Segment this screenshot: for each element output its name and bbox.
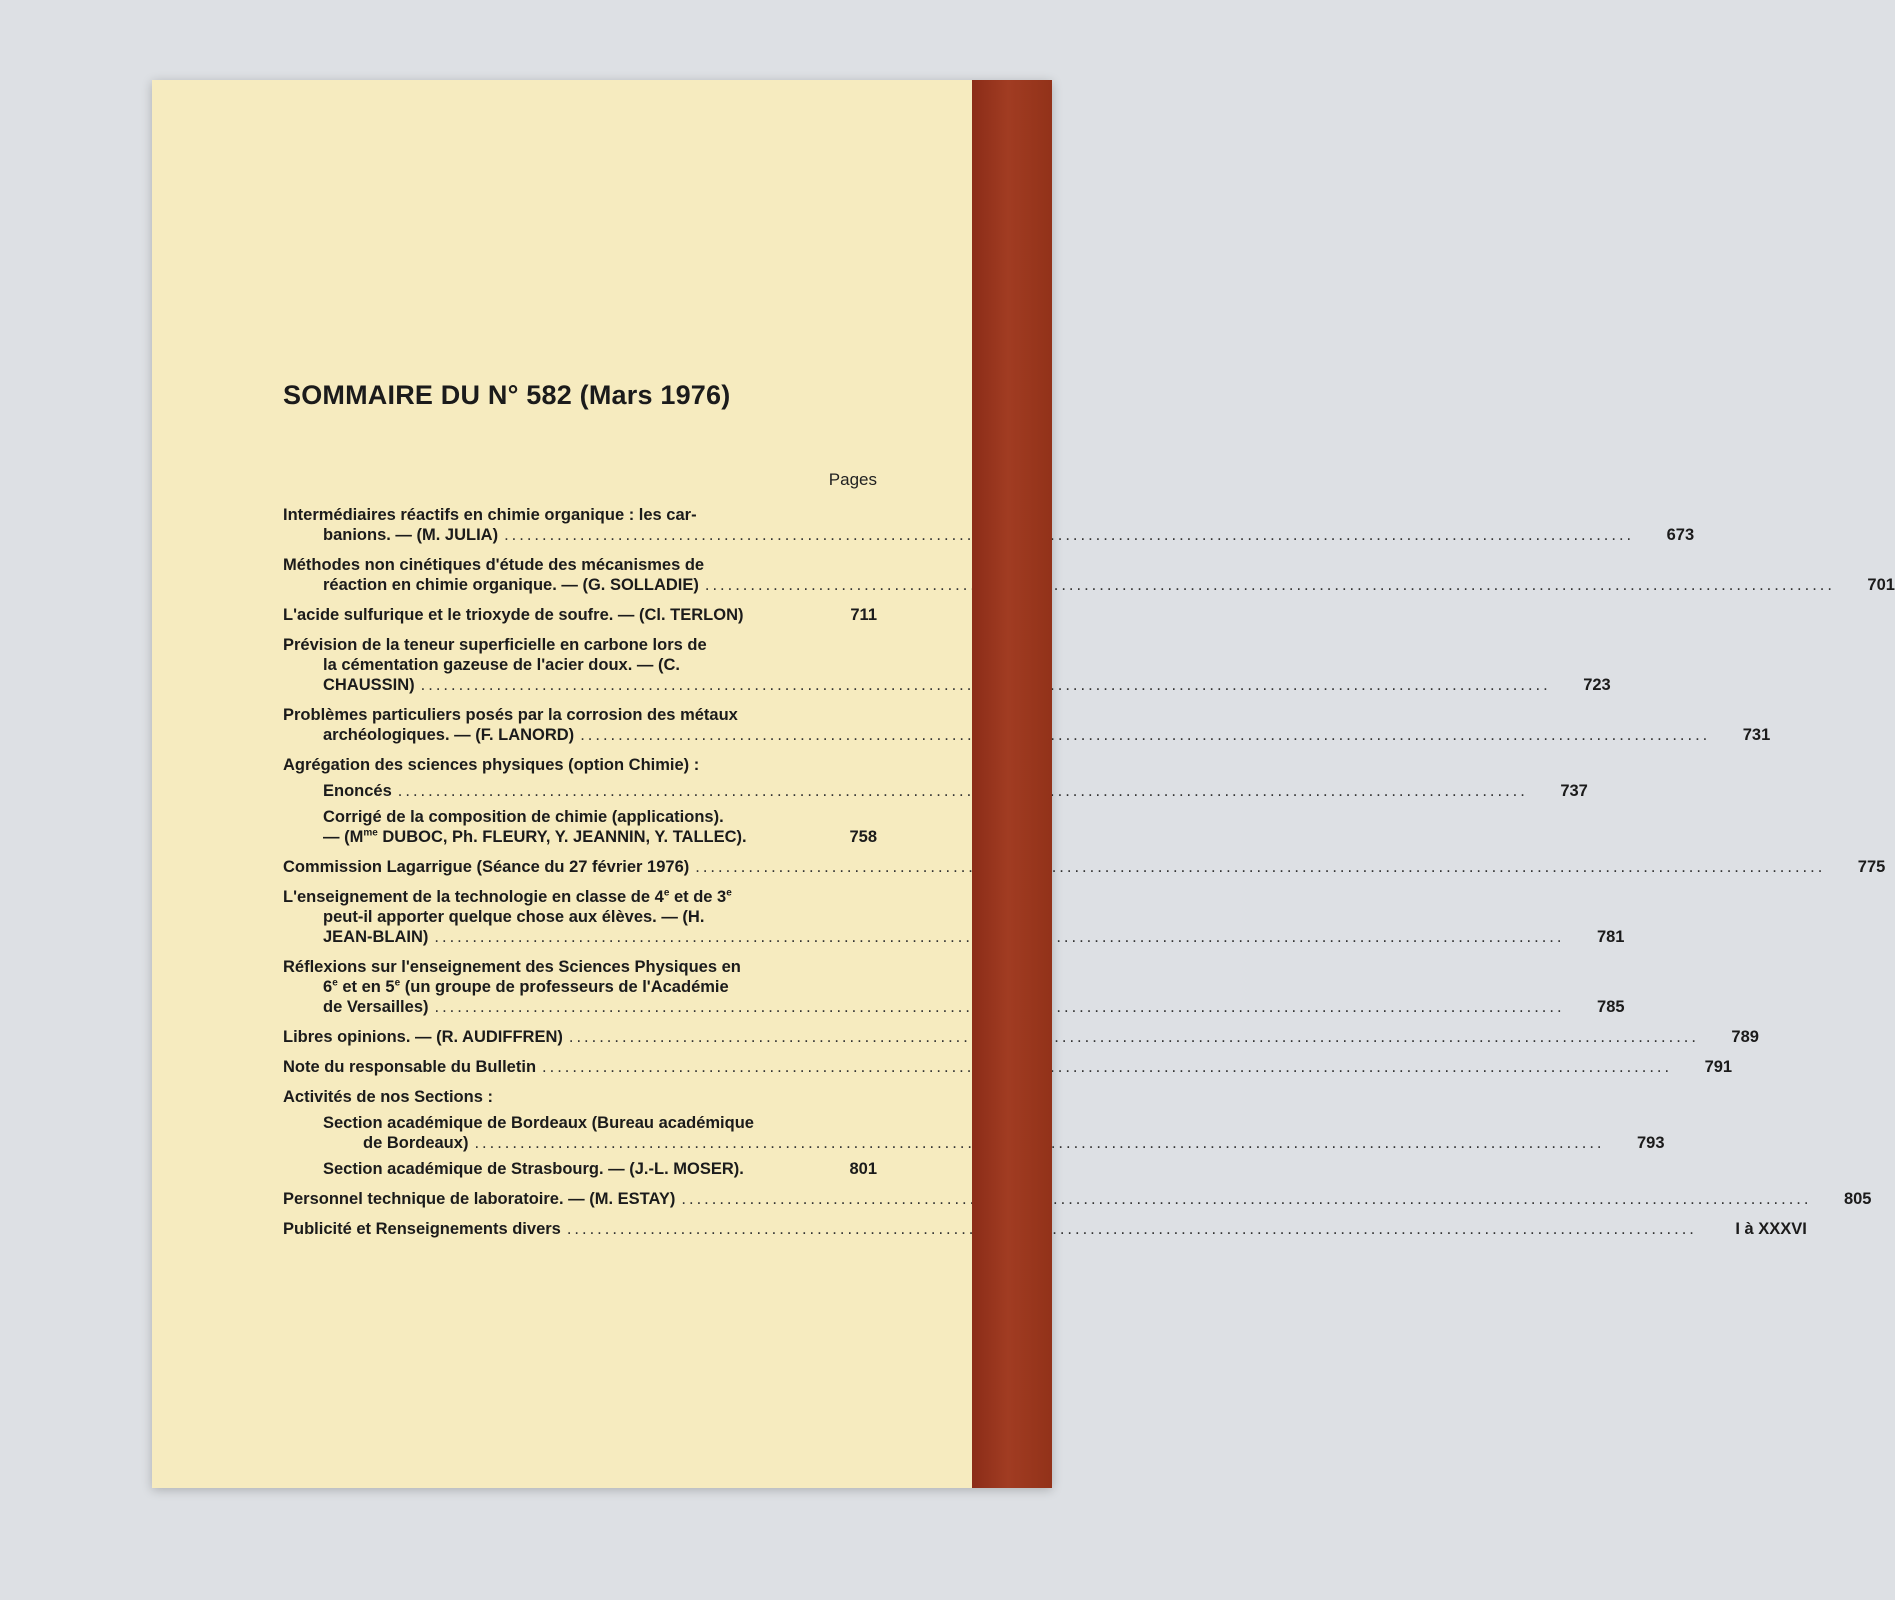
page-number: 805 [1843, 1190, 1872, 1208]
book-spine [972, 80, 1052, 1488]
back-cover [152, 80, 1895, 1488]
toc-entry-text: banions. — (M. JULIA) [323, 526, 499, 544]
toc-entry-text: Section académique de Strasbourg. — (J.-L. MOSER). [323, 1160, 744, 1178]
toc-entry-text: Commission Lagarrigue (Séance du 27 février 1976) [283, 858, 690, 876]
toc-section-heading: Agrégation des sciences physiques (option Chimie) : [283, 756, 700, 774]
dot-leader [580, 725, 1710, 745]
toc-entry-text: Intermédiaires réactifs en chimie organique : les car- [283, 506, 697, 524]
toc-entry [283, 1027, 1759, 1047]
toc-entry-text: la cémentation gazeuse de l'acier doux. — (C. [323, 656, 680, 674]
page-number: 801 [849, 1160, 877, 1178]
toc-entry-text: L'acide sulfurique et le trioxyde de soufre. — (Cl. TERLON) [283, 606, 744, 624]
dot-leader [398, 781, 1528, 801]
page-number: 701 [1867, 576, 1895, 594]
dot-leader [504, 525, 1634, 545]
toc-entry-text: Réflexions sur l'enseignement des Sciences Physiques en [283, 958, 741, 976]
dot-leader [695, 857, 1825, 877]
page-number: I à XXXVI [1735, 1220, 1807, 1238]
toc-entry [283, 1057, 1733, 1077]
toc-entry-text: peut-il apporter quelque chose aux élèves. — (H. [323, 908, 705, 926]
dot-leader [569, 1027, 1699, 1047]
toc-entry-text: — ($M^{me}$ DUBOC, Ph. FLEURY, Y. JEANNIN, Y. TALLEC). [323, 827, 747, 846]
page-number: 673 [1666, 526, 1695, 544]
page-number: 789 [1731, 1028, 1759, 1046]
dot-leader [542, 1057, 1672, 1077]
toc-entry [283, 705, 1771, 745]
dot-leader [705, 575, 1835, 595]
toc-entry-text: Section académique de Bordeaux (Bureau académique [323, 1114, 754, 1132]
toc-sub-entry [323, 807, 877, 847]
page-number: 791 [1704, 1058, 1733, 1076]
toc-entry-text: Enoncés [323, 782, 392, 800]
toc-entry-text: Méthodes non cinétiques d'étude des mécanismes de [283, 556, 705, 574]
toc-entry-text: de Bordeaux) [363, 1134, 469, 1152]
toc-entry [283, 635, 1611, 695]
toc-sub-entry [323, 1159, 877, 1179]
page-number: 711 [850, 606, 877, 624]
toc-entry [283, 605, 877, 625]
toc-entry-text: JEAN-BLAIN) [323, 928, 429, 946]
page-number: 785 [1597, 998, 1625, 1016]
toc-section-heading: Activités de nos Sections : [283, 1088, 493, 1106]
toc-entry [283, 1189, 1872, 1209]
toc-entry [283, 505, 1695, 545]
toc-entry [283, 555, 1895, 595]
dot-leader [681, 1189, 1811, 1209]
toc-entry-text: réaction en chimie organique. — (G. SOLLADIE) [323, 576, 699, 594]
toc-entry [283, 957, 1625, 1017]
toc-entry-text: Personnel technique de laboratoire. — (M. ESTAY) [283, 1190, 676, 1208]
toc-entry-text: Publicité et Renseignements divers [283, 1220, 561, 1238]
toc-entry-text: L'enseignement de la technologie en classe de 4e et de 3e [283, 887, 732, 906]
toc-sub-entry [323, 1113, 1665, 1153]
page-number: 737 [1560, 782, 1588, 800]
toc-entry-text: Problèmes particuliers posés par la corrosion des métaux [283, 706, 738, 724]
page-number: 775 [1857, 858, 1886, 876]
toc-sub-entry [323, 781, 1588, 801]
toc-entry [283, 887, 1625, 947]
toc-entry-text: Note du responsable du Bulletin [283, 1058, 537, 1076]
toc-entry-text: archéologiques. — (F. LANORD) [323, 726, 575, 744]
toc-entry-text: Corrigé de la composition de chimie (applications). [323, 808, 724, 826]
pages-column-label: Pages [828, 470, 877, 489]
dot-leader [567, 1219, 1697, 1239]
page-number: 793 [1636, 1134, 1665, 1152]
toc-entry-text: 6e et en 5e (un groupe de professeurs de l'Académie [323, 977, 729, 996]
page-number: 723 [1583, 676, 1611, 694]
page-number: 781 [1596, 928, 1625, 946]
toc-title: SOMMAIRE DU N° 582 (Mars 1976) [283, 380, 731, 410]
toc-entry-text: Libres opinions. — (R. AUDIFFREN) [283, 1028, 563, 1046]
booklet [152, 80, 1895, 1488]
toc-entry-text: de Versailles) [323, 998, 429, 1016]
toc-entry [283, 1219, 1807, 1239]
toc-entry [283, 857, 1886, 877]
toc-entry-text: Prévision de la teneur superficielle en carbone lors de [283, 636, 707, 654]
toc-entry-text: CHAUSSIN) [323, 676, 415, 694]
table-of-contents [283, 505, 1895, 1249]
page-number: 731 [1742, 726, 1771, 744]
page-number: 758 [849, 828, 877, 846]
